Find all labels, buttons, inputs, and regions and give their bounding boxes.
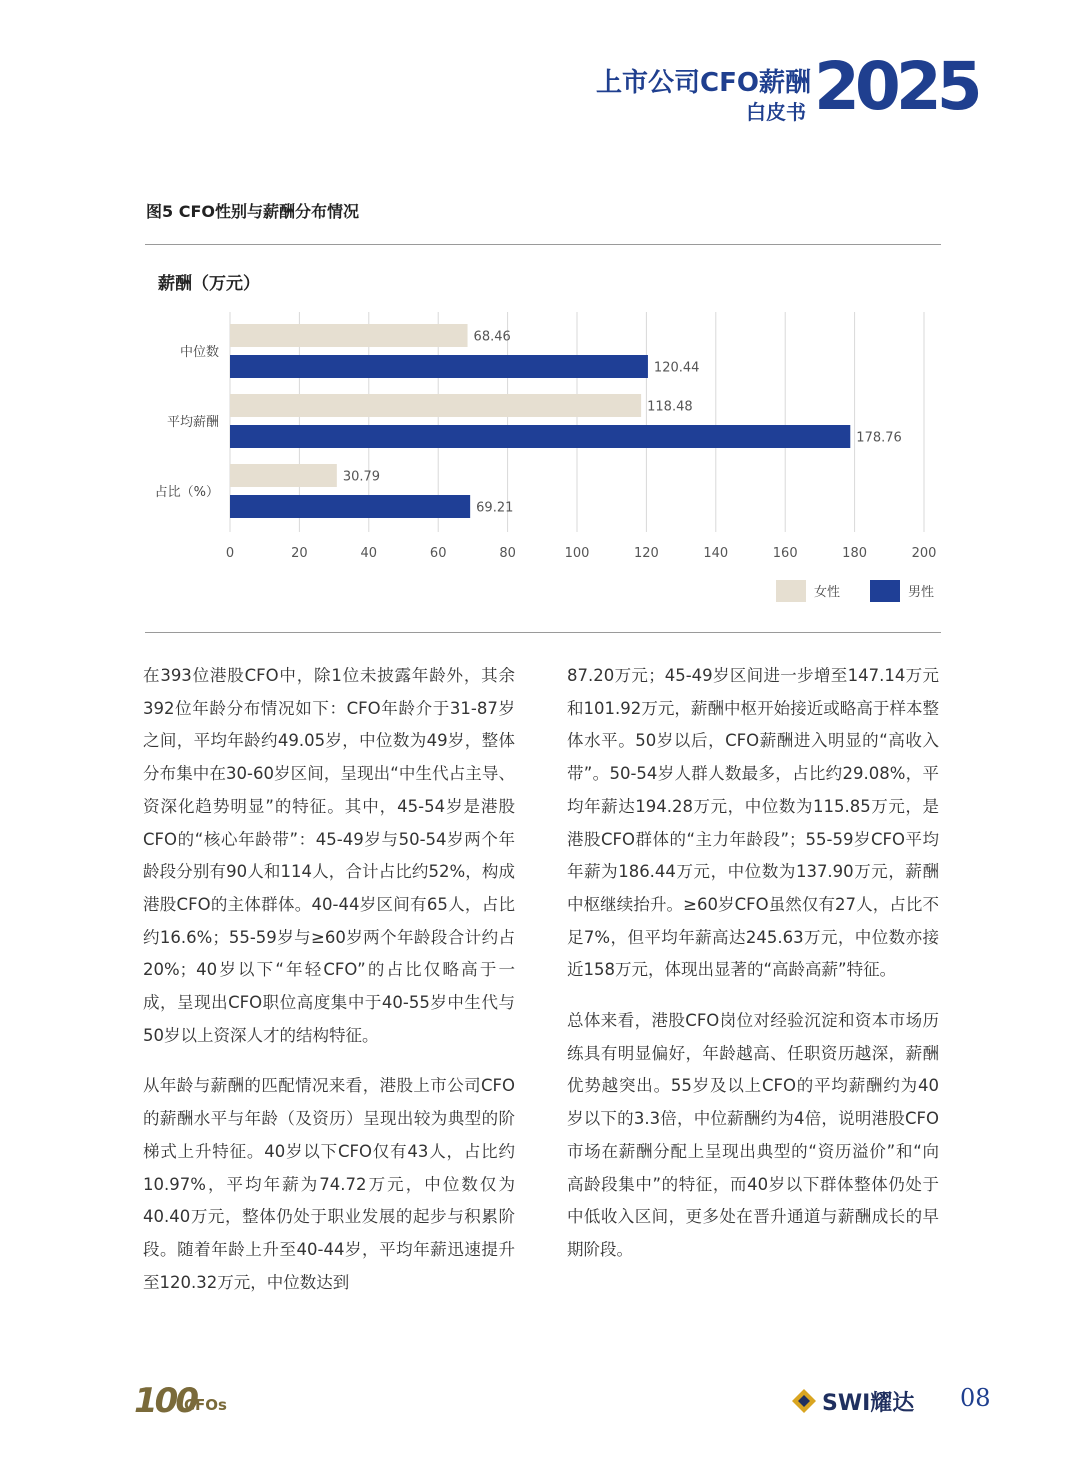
- report-subtitle: 白皮书: [746, 100, 806, 124]
- swi-logo-icon: [790, 1387, 818, 1415]
- chart-unit-label: 薪酬（万元）: [158, 274, 260, 294]
- category-label: 占比（%）: [154, 485, 219, 500]
- report-year: 2025: [814, 48, 978, 125]
- x-tick-label: 20: [291, 546, 308, 561]
- body-column-right: [567, 660, 939, 1267]
- category-label: 中位数: [179, 345, 219, 360]
- body-paragraph-left-2: 从年龄与薪酬的匹配情况来看，港股上市公司CFO的薪酬水平与年龄（及资历）呈现出较为典型的阶梯式上升特征。40岁以下CFO仅有43人，占比约10.97%，平均年薪为74.72万元，中位数仅为40.40万元，整体仍处于职业发展的起步与积累阶段。随着年龄上升至40-44岁，平均年薪迅速提升至120.32万元，中位数达到: [143, 1076, 515, 1292]
- x-tick-label: 180: [842, 546, 868, 561]
- x-tick-label: 160: [772, 546, 798, 561]
- x-tick-label: 140: [703, 546, 729, 561]
- figure-title: 图5 CFO性别与薪酬分布情况: [146, 202, 359, 221]
- bar-female: [230, 394, 641, 417]
- legend-swatch-female: [776, 580, 806, 602]
- bar-female: [230, 324, 468, 347]
- legend-swatch-male: [870, 580, 900, 602]
- body-paragraph-right-2: 总体来看，港股CFO岗位对经验沉淀和资本市场历练具有明显偏好，年龄越高、任职资历越深，薪酬优势越突出。55岁及以上CFO的平均薪酬约为40岁以下的3.3倍，中位薪酬约为4倍，说明港股CFO市场在薪酬分配上呈现出典型的“资历溢价”和“向高龄段集中”的特征，而40岁以下群体整体仍处于中低收入区间，更多处在晋升通道与薪酬成长的早期阶段。: [567, 1011, 939, 1259]
- x-tick-label: 100: [564, 546, 590, 561]
- x-tick-label: 80: [499, 546, 516, 561]
- body-paragraph-right-1: 87.20万元；45-49岁区间进一步增至147.14万元和101.92万元，薪酬中枢开始接近或略高于样本整体水平。50岁以后，CFO薪酬进入明显的“高收入带”。50-54岁人群人数最多，占比约29.08%，平均年薪达194.28万元，中位数为115.85万元，是港股CFO群体的“主力年龄段”；55-59岁CFO平均年薪为186.44万元，中位数为137.90万元，薪酬中枢继续抬升。≥60岁CFO虽然仅有27人，占比不足7%，但平均年薪高达245.63万元，中位数亦接近158万元，体现出显著的“高龄高薪”特征。: [567, 666, 939, 980]
- bar-female: [230, 464, 337, 487]
- page-number: 08: [960, 1384, 991, 1412]
- x-tick-label: 40: [360, 546, 378, 561]
- legend-label-female: 女性: [814, 585, 841, 600]
- 100cfos-logo-number: 100: [134, 1381, 196, 1421]
- x-tick-label: 60: [429, 546, 447, 561]
- x-tick-label: 0: [225, 546, 235, 561]
- salary-gender-bar-chart: [140, 300, 950, 620]
- bar-male: [230, 355, 648, 378]
- bar-value-label: 30.79: [342, 469, 381, 485]
- swi-brand-name: SWI耀达: [822, 1391, 915, 1416]
- bar-value-label: 120.44: [653, 360, 700, 376]
- x-tick-label: 200: [911, 546, 937, 561]
- x-tick-label: 120: [633, 546, 659, 561]
- bar-value-label: 68.46: [473, 329, 511, 345]
- legend-label-male: 男性: [908, 585, 935, 600]
- bar-male: [230, 425, 850, 448]
- 100cfos-logo-text: CFOs: [184, 1396, 227, 1414]
- bar-value-label: 118.48: [647, 399, 693, 415]
- report-title: 上市公司CFO薪酬: [596, 68, 811, 98]
- bar-value-label: 69.21: [476, 500, 514, 516]
- bar-value-label: 178.76: [856, 430, 902, 446]
- category-label: 平均薪酬: [166, 415, 219, 430]
- divider-bottom: [145, 632, 941, 633]
- body-column-left: [143, 660, 515, 1299]
- divider-top: [145, 244, 941, 245]
- body-paragraph-left-1: 在393位港股CFO中，除1位未披露年龄外，其余392位年龄分布情况如下：CFO年龄介于31-87岁之间，平均年龄约49.05岁，中位数为49岁，整体分布集中在30-60岁区间，呈现出“中生代占主导、资深化趋势明显”的特征。其中，45-54岁是港股CFO的“核心年龄带”：45-49岁与50-54岁两个年龄段分别有90人和114人，合计占比约52%，构成港股CFO的主体群体。40-44岁区间有65人，占比约16.6%；55-59岁与≥60岁两个年龄段合计约占20%；40岁以下“年轻CFO”的占比仅略高于一成，呈现出CFO职位高度集中于40-55岁中生代与50岁以上资深人才的结构特征。: [143, 666, 515, 1045]
- bar-male: [230, 495, 470, 518]
